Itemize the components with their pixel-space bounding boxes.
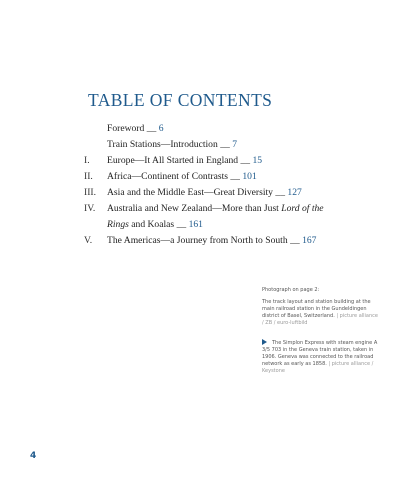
page-title: TABLE OF CONTENTS xyxy=(88,90,273,110)
toc-entry-title: Train Stations—Introduction xyxy=(107,139,218,150)
toc-entry-title-part: and Koalas xyxy=(128,219,175,230)
toc-entry-title-italic: Lord of the xyxy=(281,203,324,214)
caption-paragraph xyxy=(262,299,380,327)
toc-page-number[interactable]: 101 xyxy=(242,171,257,182)
toc-entry-number: I. xyxy=(84,155,90,166)
toc-entry-introduction[interactable] xyxy=(84,137,334,153)
toc-separator: __ xyxy=(176,219,187,230)
photo-caption xyxy=(262,287,380,375)
caption-credit: | picture alliance / Keystone xyxy=(262,361,374,374)
page-number: 4 xyxy=(30,451,37,461)
toc-separator: __ xyxy=(230,171,240,182)
toc-entry-title: Foreword xyxy=(107,123,145,134)
toc-separator: __ xyxy=(290,235,300,246)
toc-entry-title-part: Australia and New Zealand—More than Just xyxy=(107,203,282,214)
toc-page-number[interactable]: 167 xyxy=(302,235,317,246)
toc-page-number[interactable]: 161 xyxy=(188,219,203,230)
toc-separator: __ xyxy=(240,155,251,166)
table-of-contents xyxy=(84,121,334,249)
caption-paragraph xyxy=(262,339,380,375)
triangle-right-icon xyxy=(262,339,267,345)
toc-entry-title: Africa—Continent of Contrasts xyxy=(107,171,228,182)
toc-entry-title: Europe—It All Started in England xyxy=(107,155,239,166)
toc-entry-number: IV. xyxy=(84,203,96,214)
toc-entry-title: The Americas—a Journey from North to South xyxy=(107,235,288,246)
toc-entry-foreword[interactable] xyxy=(84,121,334,137)
caption-text: The Simplon Express with steam engine A 3/5 703 in the Geneva train station, taken in 1906. Geneva was connected to the railroad network as early as 1858. xyxy=(262,340,378,367)
toc-entry-australia[interactable] xyxy=(84,201,334,217)
toc-page-number[interactable]: 6 xyxy=(158,123,164,134)
toc-entry-australia-continued[interactable] xyxy=(84,217,334,233)
toc-separator: __ xyxy=(146,123,157,134)
caption-text: The track layout and station building at the main railroad station in the Gundeldingen district of Basel, Switzerland. xyxy=(262,299,371,319)
toc-entry-europe[interactable] xyxy=(84,153,334,169)
toc-page-number[interactable]: 15 xyxy=(252,155,263,166)
caption-heading: Photograph on page 2: xyxy=(262,287,320,293)
toc-entry-americas[interactable] xyxy=(84,233,334,249)
toc-entry-title-italic: Rings xyxy=(107,219,129,230)
toc-page-number[interactable]: 7 xyxy=(232,139,237,150)
toc-entry-title: Asia and the Middle East—Great Diversity xyxy=(107,187,273,198)
toc-page-number[interactable]: 127 xyxy=(287,187,302,198)
toc-entry-asia[interactable] xyxy=(84,185,334,201)
toc-entry-number: II. xyxy=(84,171,93,182)
toc-entry-africa[interactable] xyxy=(84,169,334,185)
toc-entry-number: III. xyxy=(84,187,96,198)
toc-separator: __ xyxy=(275,187,285,198)
caption-credit: | picture alliance / ZB / euro-luftbild xyxy=(262,313,378,326)
toc-entry-number: V. xyxy=(84,235,93,246)
toc-separator: __ xyxy=(220,139,230,150)
